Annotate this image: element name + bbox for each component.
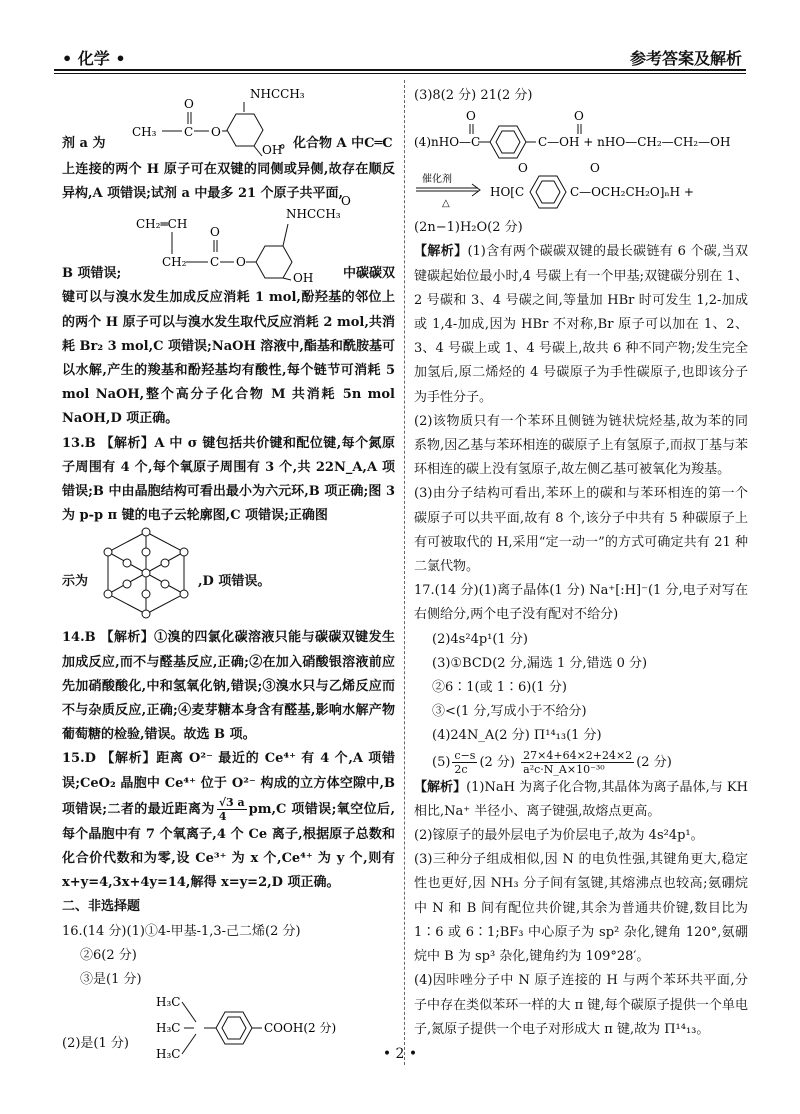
r-analysis-3: (3)由分子结构可看出,苯环上的碳和与苯环相连的第一个碳原子可以共平面,故有 8 个,该分子中共有 5 种碳原子上有可被取代的 H,采用“定一动一”的方式可确定共有 21 种二氯代物。: [414, 486, 748, 575]
column-divider: [404, 80, 405, 1065]
label-nh: NHCCH₃: [250, 87, 305, 101]
label-c: C: [184, 125, 194, 139]
label-oh: OH: [262, 143, 283, 157]
q15-fraction: [217, 796, 247, 823]
b-prefix: B 项错误;: [62, 266, 122, 282]
product-o-left: O: [518, 161, 528, 176]
q14-text: ①溴的四氯化碳溶液只能与碳碳双键发生加成反应,而不与醛基反应,正确;②在加入硝酸银溶液前应先加硝酸酸化,中和氢氧化钠,错误;③溴水只与乙烯反应而不与杂质反应,正确;④麦芽糖本身含有醛基,影响水解产物葡萄糖的检验,错误。故选 B 项。: [62, 630, 395, 743]
arrow-catalyst: 催化剂: [422, 174, 452, 186]
r-analysis-2: (2)该物质只有一个苯环且侧链为链状烷烃基,故为苯的同系物,因乙基与苯环相连的碳原子上有氢原子,而叔丁基与苯环相连的碳上没有氢原子,故左侧乙基可被氧化为羧基。: [414, 413, 748, 478]
agent-a-suffix: 。化合物 A 中C═C: [280, 136, 393, 151]
r-line1: (3)8(2 分) 21(2 分): [414, 88, 533, 103]
eq-mid-text: C—OH + nHO—CH₂—CH₂—OH: [538, 135, 731, 150]
right-column: [414, 84, 748, 1042]
q17-frac1-den: 2c: [454, 762, 468, 776]
q17-line4: ②6∶1(或 1∶6)(1 分): [432, 680, 567, 696]
p-b-explanation: 键可以与溴水发生加成反应消耗 1 mol,酚羟基的邻位上的两个 H 原子可以与溴水发生取代反应消耗 2 mol,共消耗 Br₂ 3 mol,C 项错误;NaOH 溶液中,酯基和酰胺基可以水解,产生的羧基和酚羟基均有酸性,每个链节可消耗 5 mol NaOH,整个高分子化合物 M 共消耗 5n mol NaOH,D 项正确。: [62, 290, 395, 427]
q15: [62, 747, 395, 895]
section-title: 参考答案及解析: [629, 49, 742, 68]
q16-line1: 16.(14 分)(1)①4-甲基-1,3-己二烯(2 分): [62, 923, 301, 939]
q16-line3: ③是(1 分): [80, 972, 142, 988]
q17-line2: (2)4s²4p¹(1 分): [432, 631, 528, 647]
q15-frac-num: √3 a: [218, 795, 245, 809]
label-h3c-mid: H₃C: [156, 1021, 181, 1036]
q14-number: 14.B: [62, 630, 96, 646]
q17-l7-prefix: (5): [432, 754, 451, 770]
header-rule: [54, 69, 746, 71]
q17-l7-mid: (2 分): [479, 754, 516, 770]
label-ch2: CH₂: [162, 255, 187, 270]
product-o-right: O: [590, 161, 600, 176]
q17-line1: 17.(14 分)(1)离子晶体(1 分) Na⁺[:H]⁻(1 分,电子对写在右侧给分,两个电子没有配对不给分): [414, 583, 748, 623]
q13: [62, 432, 395, 529]
q15-number: 15.D: [62, 751, 96, 767]
q17-line6: (4)24N_A(2 分) Π¹⁴₁₃(1 分): [432, 728, 602, 744]
eq-left-text: (4)nHO—C: [414, 135, 481, 150]
q14-tag: 【解析】: [100, 630, 155, 646]
label-o3-b: O: [341, 194, 351, 209]
q13-tail-prefix: 示为: [62, 574, 89, 590]
section-heading: 二、非选择题: [62, 899, 141, 915]
page-header: [54, 44, 746, 68]
q15-tag: 【解析】: [101, 751, 157, 767]
q14: [62, 626, 395, 747]
label-h3c-bottom: H₃C: [156, 1047, 181, 1062]
product-left: HO[C: [490, 185, 525, 200]
agent-a-prefix: 剂 a 为: [62, 136, 106, 151]
label-o-carbonyl: O: [184, 97, 194, 111]
r8-text: (1)NaH 为离子化合物,其晶体为离子晶体,与 KH 相比,Na⁺ 半径小、离子键强,故熔点更高。: [414, 779, 748, 819]
q17-line3: (3)①BCD(2 分,漏选 1 分,错选 0 分): [432, 655, 648, 671]
q13-number: 13.B: [62, 435, 96, 451]
label-oh-b: OH: [293, 271, 314, 286]
r-analysis-1: [414, 240, 748, 409]
label-ch2ch: CH₂═CH: [136, 217, 188, 232]
q17-frac-1: [452, 749, 477, 776]
b-suffix: 中碳碳双: [342, 266, 395, 282]
polymer-reaction-1: [414, 108, 748, 160]
label-h3c-top: H₃C: [156, 995, 181, 1010]
header-rule-thin: [54, 73, 746, 74]
q15-frac-den: 4: [218, 809, 227, 823]
r-analysis-17-3: (3)三种分子组成相似,因 N 的电负性强,其键角更大,稳定性也更好,因 NH₃ 分子间有氢键,其熔沸点也较高;氨硼烷中 N 和 B 间有配位共价键,其余为普通共价键,数目比为 1∶6 或 6∶1;BF₃ 中心原子为 sp² 杂化,键角 120°,氨硼烷中 B 为 sp³ 杂化,键角约为 109°28′。: [414, 852, 748, 965]
q16-line2: ②6(2 分): [80, 947, 137, 963]
r-analysis-17-4: (4)因咔唑分子中 N 原子连接的 H 与两个苯环共平面,分子中存在类似苯环一样的大 π 键,每个碳原子提供一个单电子,氮原子提供一个电子对形成大 π 键,故为 Π¹⁴₁₃。: [414, 973, 748, 1037]
r5-tag: 【解析】: [414, 244, 468, 260]
crystal-figure: [98, 528, 194, 618]
subject-label: • 化学 •: [62, 49, 126, 68]
label-o2-b: O: [236, 255, 246, 270]
q13-tail-suffix: ,D 项错误。: [198, 574, 271, 590]
p-agent-a-explanation: 上连接的两个 H 原子可在双键的同侧或异侧,故存在顺反异构,A 项错误;试剂 a 中最多 21 个原子共平面,: [62, 162, 395, 202]
r8-tag: 【解析】: [414, 779, 467, 795]
label-cooh: COOH(2 分): [264, 1021, 337, 1036]
q13-tag: 【解析】: [100, 435, 155, 451]
q17-frac2-den: a²c·N_A×10⁻³⁰: [523, 762, 605, 776]
q16-2-prefix: (2)是(1 分): [62, 1036, 129, 1052]
r5-text: (1)含有两个碳碳双键的最长碳链有 6 个碳,当双键碳起始位最小时,4 号碳上有一个甲基;双键碳分别在 1、2 号碳和 3、4 号碳之间,等量加 HBr 时可发生 1,2-加成或 1,4-加成,因为 HBr 不对称,Br 原子可以加在 1、2、3、4 号碳上或 1、4 号碳上,故共 6 种不同产物;发生完全加氢后,原二烯烃的 4 号碳原子为手性碳原子,也即该分子为手性分子。: [414, 244, 748, 405]
q17-l7-suffix: (2 分): [636, 754, 672, 770]
left-column: [62, 84, 395, 1062]
q15-text-1: 距离 O²⁻ 最近的 Ce⁴⁺ 有 4 个,A 项错误;CeO₂ 晶胞中 Ce⁴⁺ 位于 O²⁻ 构成的立方体空隙中,B 项错误;二者的最近距离为: [62, 751, 395, 817]
polyester-product: [414, 160, 748, 216]
q15-text-2: pm,C 项错误;氧空位后,每个晶胞中有 7 个氧离子,4 个 Ce 离子,根据原子总数和化合价代数和为零,设 Ce³⁺ 为 x 个,Ce⁴⁺ 为 y 个,则有 x+y=4,3x+4y=14,解得 x=y=2,D 项正确。: [62, 801, 395, 891]
q17-frac1-num: c−s: [454, 748, 476, 762]
terephthalic-acid-equation: [414, 108, 748, 160]
eq-o-left: O: [466, 109, 476, 124]
q13-text: A 中 σ 键包括共价键和配位键,每个氮原子周围有 4 个,每个氧原子周围有 3 个,共 22N_A,A 项错误;B 中由晶胞结构可看出最小为六元环,B 项正确;图 3 为 p-p π 键的电子云轮廓图,C 项错误;正确图: [62, 435, 395, 524]
label-nh-b: NHCCH₃: [286, 207, 341, 222]
polymer-reaction-2: [414, 160, 748, 216]
r-line4: (2n−1)H₂O(2 分): [414, 220, 523, 236]
q17-line7: [414, 749, 748, 776]
arrow-heat: △: [442, 198, 450, 210]
eq-o-right: O: [574, 109, 584, 124]
label-o1-b: O: [210, 225, 220, 240]
label-o-ester: O: [211, 125, 221, 139]
q17-frac-2: [521, 749, 634, 776]
agent-a-line: [62, 84, 395, 158]
label-ch3: CH₃: [132, 125, 157, 139]
label-c-b: C: [210, 255, 220, 270]
q13-figure-line: [62, 528, 395, 618]
q17-line5: ③<(1 分,写成小于不给分): [432, 704, 587, 720]
page-number: • 2 •: [382, 1046, 418, 1062]
q17-frac2-num: 27×4+64×2+24×2: [523, 748, 633, 762]
r-analysis-17-1: [414, 776, 748, 824]
product-right: C—OCH₂CH₂O]ₙH +: [570, 185, 694, 200]
b-line: [62, 262, 395, 286]
r-analysis-17-2: (2)镓原子的最外层电子为价层电子,故为 4s²4p¹。: [414, 828, 704, 844]
